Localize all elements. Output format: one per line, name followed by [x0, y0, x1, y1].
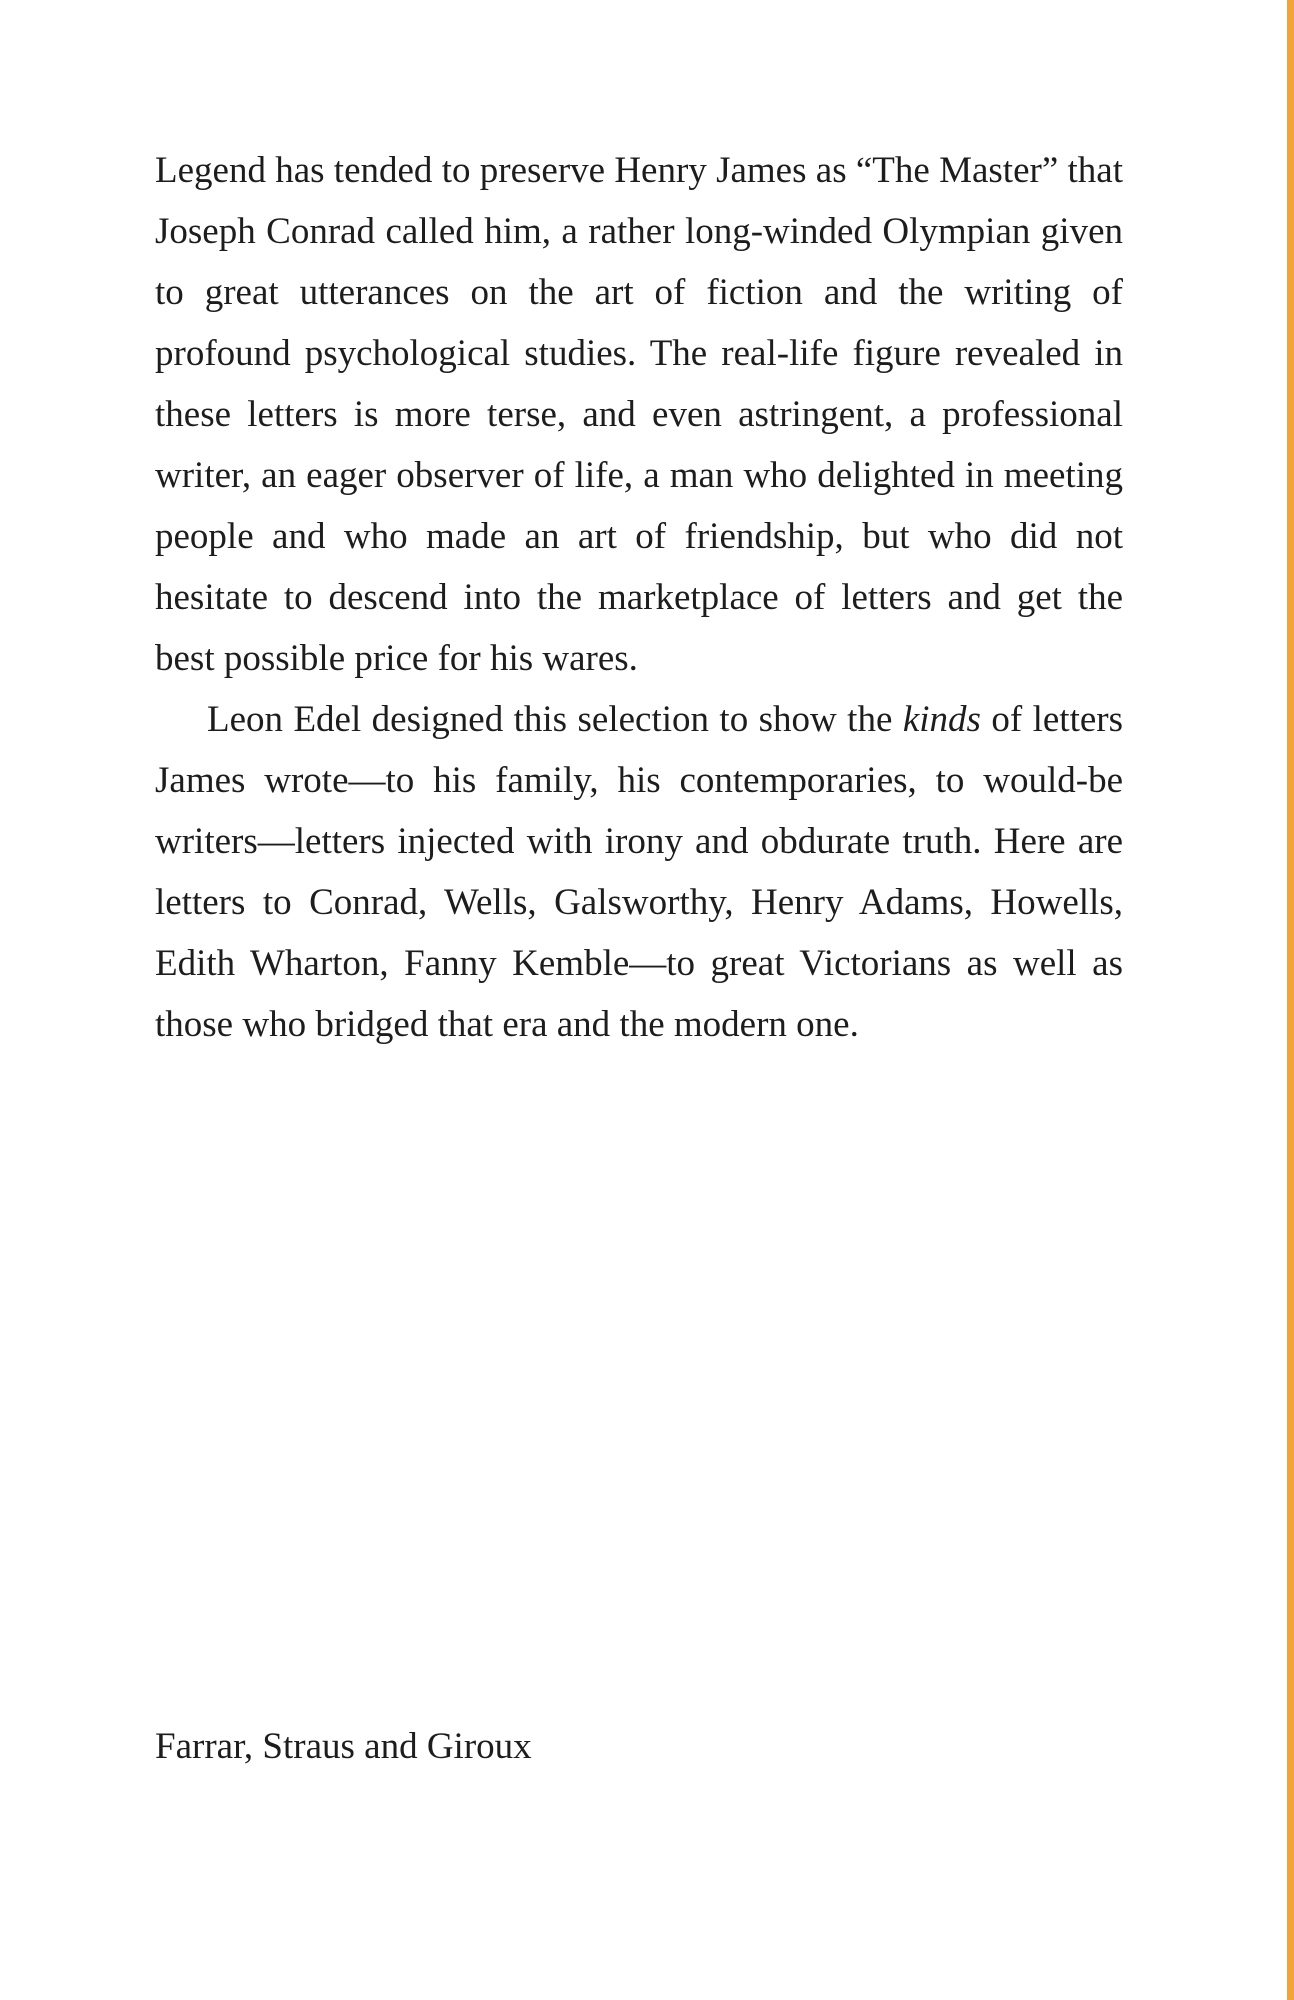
orange-edge-stripe — [1287, 0, 1294, 2000]
blurb-paragraph-2 — [155, 689, 1123, 1055]
publisher-name: Farrar, Straus and Giroux — [155, 1726, 532, 1767]
emphasis-kinds: kinds — [902, 699, 981, 740]
paragraph-2-rest: of letters James wrote—to his family, his contemporaries, to would-be writers—letters injected with irony and obdurate truth. Here are letters to Conrad, Wells, Galsworthy, Henry Adams, Howells, Edith Wharton, Fanny Kemble—to great Victorians as well as those who bridged that era and the modern one. — [155, 699, 1123, 1045]
blurb-text — [155, 140, 1123, 1055]
paragraph-2-intro: Leon Edel designed this selection to show the — [207, 699, 903, 740]
blurb-paragraph-1: Legend has tended to preserve Henry James as “The Master” that Joseph Conrad called him, a rather long-winded Olympian given to great utterances on the art of fiction and the writing of profound psychological studies. The real-life figure revealed in these letters is more terse, and even astringent, a professional writer, an eager observer of life, a man who delighted in meeting people and who made an art of friendship, but who did not hesitate to descend into the marketplace of letters and get the best possible price for his wares. — [155, 150, 1123, 679]
